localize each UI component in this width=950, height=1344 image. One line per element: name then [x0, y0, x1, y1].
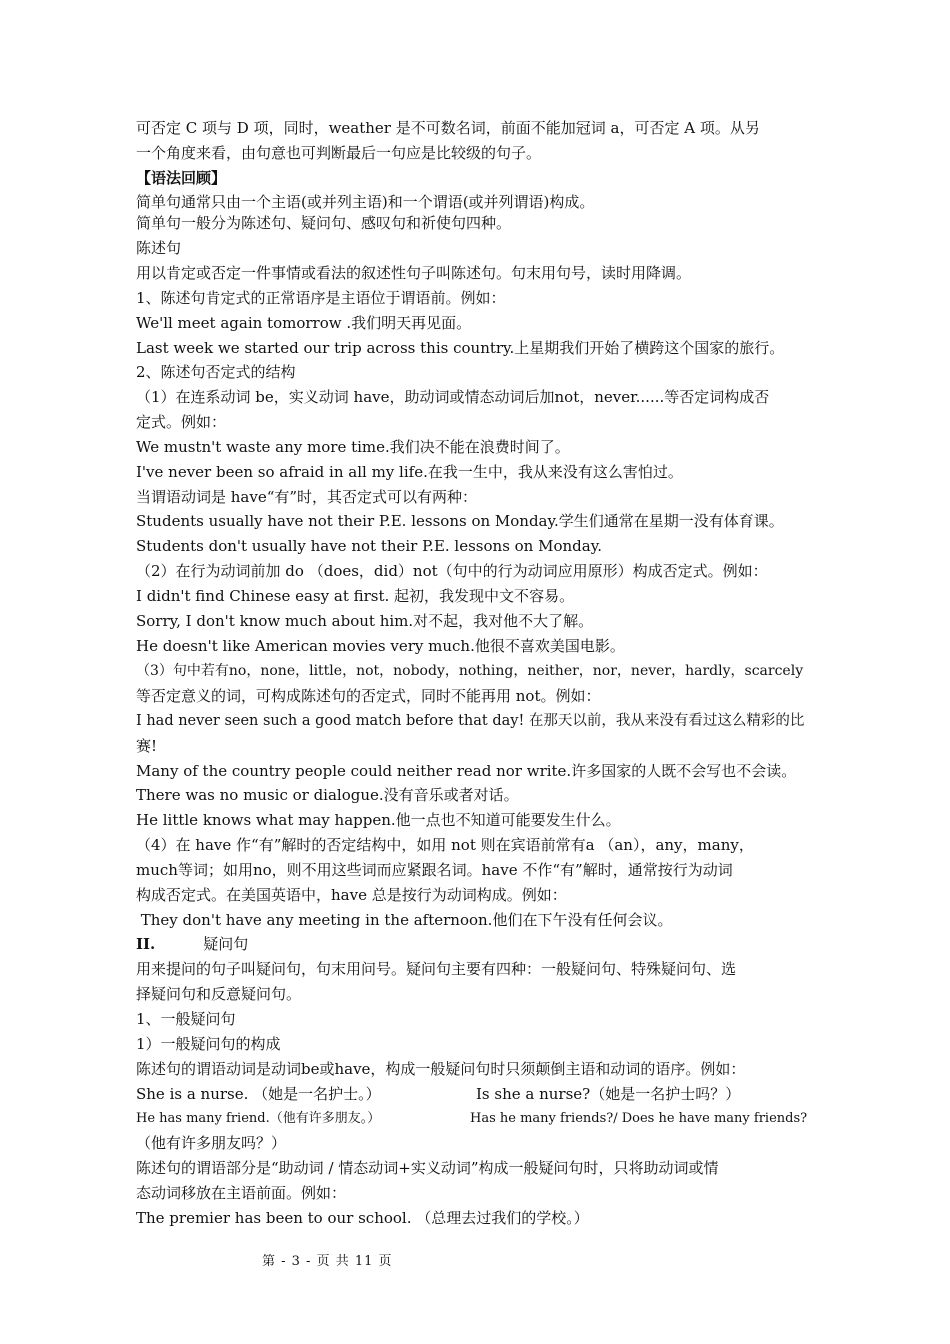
- text-line: （3）句中若有no，none，little，not，nobody，nothing，neither，nor，never，hardly，scarcely: [136, 663, 804, 679]
- example-line: We mustn't waste any more time.我们决不能在浪费时间了。: [136, 438, 570, 456]
- section-title: 疑问句: [203, 935, 249, 953]
- example-line: Students usually have not their P.E. lessons on Monday.学生们通常在星期一没有体育课。: [136, 512, 784, 530]
- subheading: 1）一般疑问句的构成: [136, 1035, 281, 1053]
- example-line: Last week we started our trip across this country.上星期我们开始了横跨这个国家的旅行。: [136, 339, 785, 357]
- text-line: 一个角度来看，由句意也可判断最后一句应是比较级的句子。: [136, 144, 542, 162]
- text-line: 等否定意义的词，可构成陈述句的否定式，同时不能再用 not。例如：: [136, 687, 601, 705]
- subheading: 陈述句: [136, 239, 182, 257]
- text-line: 态动词移放在主语前面。例如：: [136, 1184, 347, 1202]
- example-line: There was no music or dialogue.没有音乐或者对话。: [136, 786, 519, 804]
- example-line: He little knows what may happen.他一点也不知道可能要发生什么。: [136, 811, 621, 829]
- text-line: 1、陈述句肯定式的正常语序是主语位于谓语前。例如：: [136, 289, 506, 307]
- section-number: II.: [136, 935, 156, 953]
- example-left: She is a nurse. （她是一名护士。）: [136, 1085, 381, 1103]
- example-line: I had never seen such a good match before that day! 在那天以前，我从来没有看过这么精彩的比: [136, 713, 805, 729]
- text-line: 陈述句的谓语部分是“助动词 / 情态动词+实义动词”构成一般疑问句时，只将助动词或情: [136, 1159, 719, 1177]
- text-line: 2、陈述句否定式的结构: [136, 363, 296, 381]
- example-right: Is she a nurse?（她是一名护士吗？）: [476, 1085, 741, 1103]
- text-line: 用来提问的句子叫疑问句，句末用问号。疑问句主要有四种：一般疑问句、特殊疑问句、选: [136, 960, 737, 978]
- text-line: 简单句一般分为陈述句、疑问句、感叹句和祈使句四种。: [136, 214, 512, 232]
- example-right: Has he many friends?/ Does he have many friends?: [470, 1111, 808, 1126]
- text-line: 当谓语动词是 have“有”时，其否定式可以有两种：: [136, 488, 478, 506]
- page-footer: 第 - 3 - 页 共 11 页: [262, 1254, 393, 1269]
- example-line: 赛!: [136, 737, 158, 755]
- text-line: （4）在 have 作“有”解时的否定结构中，如用 not 则在宾语前常有a （an），any，many，: [136, 836, 754, 854]
- text-line: 定式。例如：: [136, 413, 227, 431]
- example-line: Many of the country people could neither read nor write.许多国家的人既不会写也不会读。: [136, 762, 797, 780]
- text-line: 择疑问句和反意疑问句。: [136, 985, 302, 1003]
- text-line: 陈述句的谓语动词是动词be或have，构成一般疑问句时只须颠倒主语和动词的语序。例如：: [136, 1060, 746, 1078]
- example-line: Sorry, I don't know much about him.对不起，我对他不大了解。: [136, 612, 594, 630]
- example-pair: [136, 1109, 816, 1131]
- text-line: 构成否定式。在美国英语中，have 总是按行为动词构成。例如：: [136, 886, 567, 904]
- example-line: The premier has been to our school. （总理去过我们的学校。）: [136, 1209, 589, 1227]
- text-line: 可否定 C 项与 D 项，同时，weather 是不可数名词，前面不能加冠词 a，可否定 A 项。从另: [136, 119, 760, 137]
- text-line: 简单句通常只由一个主语(或并列主语)和一个谓语(或并列谓语)构成。: [136, 193, 595, 211]
- text-line: （他有许多朋友吗？）: [136, 1134, 287, 1152]
- example-line: They don't have any meeting in the afternoon.他们在下午没有任何会议。: [136, 911, 673, 929]
- example-line: He doesn't like American movies very much.他很不喜欢美国电影。: [136, 637, 625, 655]
- example-pair: [136, 1084, 816, 1106]
- section-heading: [136, 934, 816, 956]
- text-line: much等词；如用no，则不用这些词而应紧跟名词。have 不作“有”解时，通常按行为动词: [136, 861, 733, 879]
- section-heading: 【语法回顾】: [136, 169, 227, 187]
- example-left: He has many friend.（他有许多朋友。）: [136, 1111, 381, 1126]
- example-line: Students don't usually have not their P.E. lessons on Monday.: [136, 537, 602, 555]
- text-line: （2）在行为动词前加 do （does，did）not（句中的行为动词应用原形）构成否定式。例如：: [136, 562, 768, 580]
- example-line: We'll meet again tomorrow .我们明天再见面。: [136, 314, 472, 332]
- subheading: 1、一般疑问句: [136, 1010, 236, 1028]
- example-line: I've never been so afraid in all my life.在我一生中，我从来没有这么害怕过。: [136, 463, 683, 481]
- text-line: 用以肯定或否定一件事情或看法的叙述性句子叫陈述句。句末用句号，读时用降调。: [136, 264, 692, 282]
- text-line: （1）在连系动词 be，实义动词 have，助动词或情态动词后加not，never......等否定词构成否: [136, 388, 770, 406]
- example-line: I didn't find Chinese easy at first. 起初，我发现中文不容易。: [136, 587, 575, 605]
